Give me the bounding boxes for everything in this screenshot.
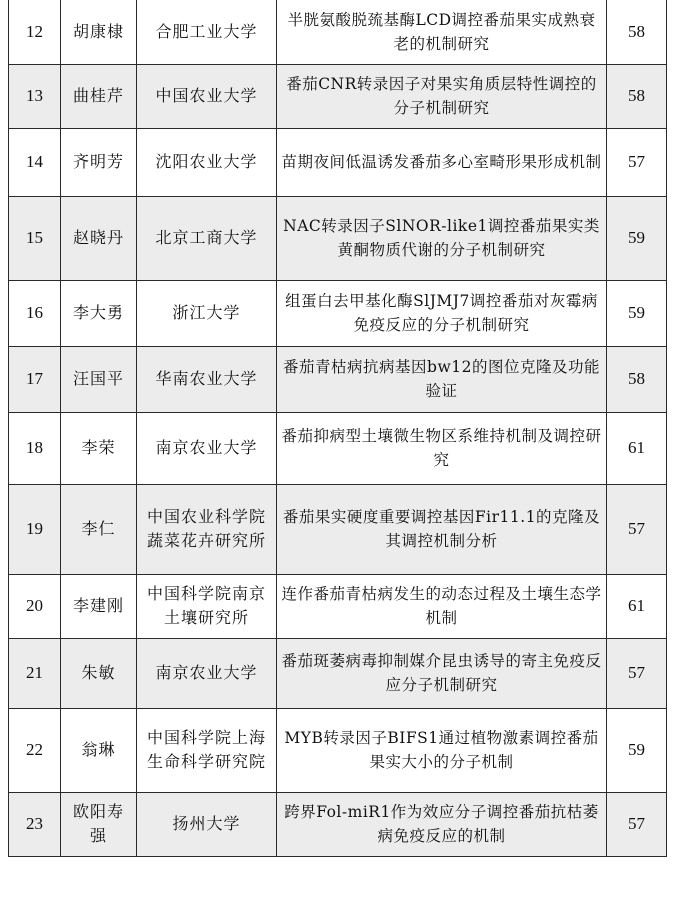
score: 57	[607, 484, 667, 574]
row-number: 13	[9, 64, 61, 128]
project-title: 半胱氨酸脱巯基酶LCD调控番茄果实成熟衰老的机制研究	[277, 0, 607, 64]
row-number: 12	[9, 0, 61, 64]
row-number: 19	[9, 484, 61, 574]
table-row	[9, 638, 667, 708]
table-row	[9, 64, 667, 128]
project-title: 番茄抑病型土壤微生物区系维持机制及调控研究	[277, 412, 607, 484]
row-number: 20	[9, 574, 61, 638]
project-title: NAC转录因子SlNOR-like1调控番茄果实类黄酮物质代谢的分子机制研究	[277, 196, 607, 280]
applicant-name: 朱敏	[61, 638, 137, 708]
applicant-name: 翁琳	[61, 708, 137, 792]
applicant-name: 欧阳寿强	[61, 792, 137, 856]
table-row	[9, 280, 667, 346]
table-row	[9, 412, 667, 484]
row-number: 18	[9, 412, 61, 484]
applicant-name: 李仁	[61, 484, 137, 574]
applicant-name: 曲桂芹	[61, 64, 137, 128]
institution: 华南农业大学	[137, 346, 277, 412]
applicant-name: 李荣	[61, 412, 137, 484]
applicant-name: 汪国平	[61, 346, 137, 412]
table-row	[9, 196, 667, 280]
score: 59	[607, 708, 667, 792]
project-table	[8, 0, 667, 857]
score: 57	[607, 792, 667, 856]
project-title: 组蛋白去甲基化酶SlJMJ7调控番茄对灰霉病免疫反应的分子机制研究	[277, 280, 607, 346]
table-row	[9, 574, 667, 638]
project-title: 番茄CNR转录因子对果实角质层特性调控的分子机制研究	[277, 64, 607, 128]
project-table-body	[9, 0, 667, 856]
project-title: 连作番茄青枯病发生的动态过程及土壤生态学机制	[277, 574, 607, 638]
project-title: 番茄青枯病抗病基因bw12的图位克隆及功能验证	[277, 346, 607, 412]
institution: 中国科学院南京土壤研究所	[137, 574, 277, 638]
score: 58	[607, 0, 667, 64]
row-number: 14	[9, 128, 61, 196]
institution: 南京农业大学	[137, 412, 277, 484]
applicant-name: 赵晓丹	[61, 196, 137, 280]
applicant-name: 齐明芳	[61, 128, 137, 196]
institution: 合肥工业大学	[137, 0, 277, 64]
institution: 中国农业科学院蔬菜花卉研究所	[137, 484, 277, 574]
applicant-name: 李建刚	[61, 574, 137, 638]
table-row	[9, 708, 667, 792]
institution: 北京工商大学	[137, 196, 277, 280]
row-number: 16	[9, 280, 61, 346]
applicant-name: 胡康棣	[61, 0, 137, 64]
row-number: 22	[9, 708, 61, 792]
score: 58	[607, 346, 667, 412]
table-row	[9, 484, 667, 574]
project-title: 番茄斑萎病毒抑制媒介昆虫诱导的寄主免疫反应分子机制研究	[277, 638, 607, 708]
score: 57	[607, 128, 667, 196]
project-title: MYB转录因子BIFS1通过植物激素调控番茄果实大小的分子机制	[277, 708, 607, 792]
row-number: 17	[9, 346, 61, 412]
table-row	[9, 346, 667, 412]
project-title: 番茄果实硬度重要调控基因Fir11.1的克隆及其调控机制分析	[277, 484, 607, 574]
score: 61	[607, 412, 667, 484]
institution: 扬州大学	[137, 792, 277, 856]
row-number: 23	[9, 792, 61, 856]
institution: 南京农业大学	[137, 638, 277, 708]
score: 61	[607, 574, 667, 638]
institution: 沈阳农业大学	[137, 128, 277, 196]
table-row	[9, 0, 667, 64]
institution: 浙江大学	[137, 280, 277, 346]
table-row	[9, 128, 667, 196]
project-title: 跨界Fol-miR1作为效应分子调控番茄抗枯萎病免疫反应的机制	[277, 792, 607, 856]
score: 57	[607, 638, 667, 708]
score: 58	[607, 64, 667, 128]
score: 59	[607, 196, 667, 280]
project-title: 苗期夜间低温诱发番茄多心室畸形果形成机制	[277, 128, 607, 196]
table-row	[9, 792, 667, 856]
row-number: 21	[9, 638, 61, 708]
row-number: 15	[9, 196, 61, 280]
institution: 中国科学院上海生命科学研究院	[137, 708, 277, 792]
institution: 中国农业大学	[137, 64, 277, 128]
score: 59	[607, 280, 667, 346]
applicant-name: 李大勇	[61, 280, 137, 346]
